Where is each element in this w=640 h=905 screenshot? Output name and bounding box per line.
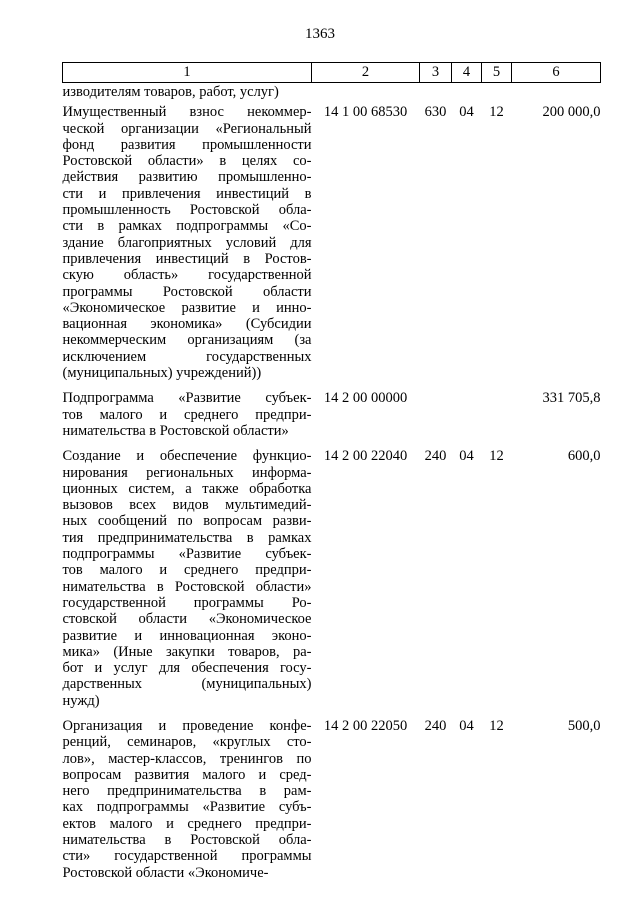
header-col-4: 4 [452, 63, 482, 83]
row-amount [512, 83, 601, 105]
row-amount: 600,0 [567, 448, 601, 465]
description-line: лов», мастер-классов, тренингов по [62, 750, 312, 767]
row-target-code: 14 1 00 68530 [323, 104, 408, 121]
description-line: исключением государственных [62, 348, 312, 365]
description-line: нужд) [62, 692, 100, 709]
description-line: сти» государственной программы [62, 848, 312, 865]
description-line: вопросам развития малого и сред- [62, 766, 312, 783]
description-line: сти в рамках подпрограммы «Со- [62, 218, 312, 235]
description-line: изводителям товаров, работ, услуг) [62, 84, 279, 100]
description-line: вызовов всех видов мультимедий- [62, 497, 312, 514]
description-line: ектов малого и среднего предпри- [62, 815, 312, 832]
row-target-code [312, 83, 420, 105]
row-subsection: 12 [489, 104, 504, 121]
row-amount: 200 000,0 [542, 104, 601, 121]
description-line: подпрограммы «Развитие субъек- [62, 546, 312, 563]
budget-table [62, 62, 601, 890]
page-number: 1363 [305, 26, 335, 42]
description-line: ках подпрограммы «Развитие субъ- [62, 799, 312, 816]
description-line: некоммерческим организациям (за [62, 332, 312, 349]
row-description [63, 390, 312, 448]
row-expense-type: 630 [424, 104, 447, 121]
description-line: государственной программы Ро- [62, 594, 312, 611]
description-line: стовской области «Экономическое [62, 611, 312, 628]
description-line: тия предпринимательства в рамках [62, 529, 312, 546]
row-expense-type: 240 [424, 717, 447, 734]
description-line: тов малого и среднего предпри- [62, 562, 312, 579]
description-line: скую область» государственной [62, 267, 312, 284]
header-col-3: 3 [420, 63, 452, 83]
description-line: развитие и инновационная эконо- [62, 627, 312, 644]
description-line: нимательства в Ростовской области» [62, 578, 312, 595]
row-section [452, 390, 482, 448]
description-line: ческой организации «Региональный [62, 120, 312, 137]
header-col-6: 6 [512, 63, 601, 83]
description-line: ренций, семинаров, «круглых сто- [62, 734, 312, 751]
row-section: 04 [459, 448, 474, 465]
description-line: вационная экономика» (Субсидии [62, 316, 312, 333]
row-subsection: 12 [489, 448, 504, 465]
description-line: ционных систем, а также обработка [62, 480, 312, 497]
table-header [63, 63, 601, 83]
description-line: него предпринимательства в рам- [62, 783, 312, 800]
description-line: Подпрограмма «Развитие субъек- [62, 390, 312, 407]
description-line: ных сообщений по вопросам разви- [62, 513, 312, 530]
description-line: Организация и проведение конфе- [62, 717, 312, 734]
description-line: здание благоприятных условий для [62, 234, 312, 251]
table-body [63, 83, 601, 890]
description-line: «Экономическое развитие и инно- [62, 299, 312, 316]
description-line: Имущественный взнос некоммер- [62, 104, 312, 121]
row-section: 04 [459, 717, 474, 734]
row-section [452, 83, 482, 105]
row-subsection [482, 390, 512, 448]
row-expense-type: 240 [424, 448, 447, 465]
description-line: нимательства в Ростовской обла- [62, 832, 312, 849]
row-section: 04 [459, 104, 474, 121]
description-line: Ростовской области «Экономиче- [62, 864, 269, 881]
description-line: действия развитию промышленно- [62, 169, 312, 186]
description-line: программы Ростовской области [62, 283, 312, 300]
description-line: нимательства в Ростовской области» [62, 422, 289, 439]
description-line: фонд развития промышленности [62, 136, 312, 153]
row-expense-type [420, 83, 452, 105]
description-line: тов малого и среднего предпри- [62, 406, 312, 423]
description-line: Создание и обеспечение функцио- [62, 448, 312, 465]
row-expense-type [420, 390, 452, 448]
row-amount: 500,0 [567, 717, 601, 734]
description-line: дарственных (муниципальных) [62, 676, 312, 693]
row-target-code: 14 2 00 22050 [323, 717, 408, 734]
description-line: мика» (Иные закупки товаров, ра- [62, 643, 312, 660]
row-description [63, 83, 312, 105]
header-row [63, 63, 601, 83]
description-line: нирования региональных информа- [62, 464, 312, 481]
row-description [63, 718, 312, 890]
description-line: бот и услуг для обеспечения госу- [62, 660, 312, 677]
table-row [63, 83, 601, 105]
header-col-1: 1 [63, 63, 312, 83]
table-row [63, 448, 601, 718]
table-row [63, 104, 601, 390]
header-col-5: 5 [482, 63, 512, 83]
row-subsection: 12 [489, 717, 504, 734]
description-line: Ростовской области» в целях со- [62, 153, 312, 170]
table-row [63, 390, 601, 448]
description-line: привлечения инвестиций в Ростов- [62, 250, 312, 267]
header-col-2: 2 [312, 63, 420, 83]
row-description [63, 448, 312, 718]
row-target-code: 14 2 00 00000 [323, 390, 408, 407]
description-line: промышленность Ростовской обла- [62, 202, 312, 219]
description-line: сти и привлечения инвестиций в [62, 185, 312, 202]
row-target-code: 14 2 00 22040 [323, 448, 408, 465]
row-amount: 331 705,8 [542, 390, 601, 407]
description-line: (муниципальных) учреждений)) [62, 365, 262, 382]
row-subsection [482, 83, 512, 105]
table-row [63, 718, 601, 890]
row-description [63, 104, 312, 390]
